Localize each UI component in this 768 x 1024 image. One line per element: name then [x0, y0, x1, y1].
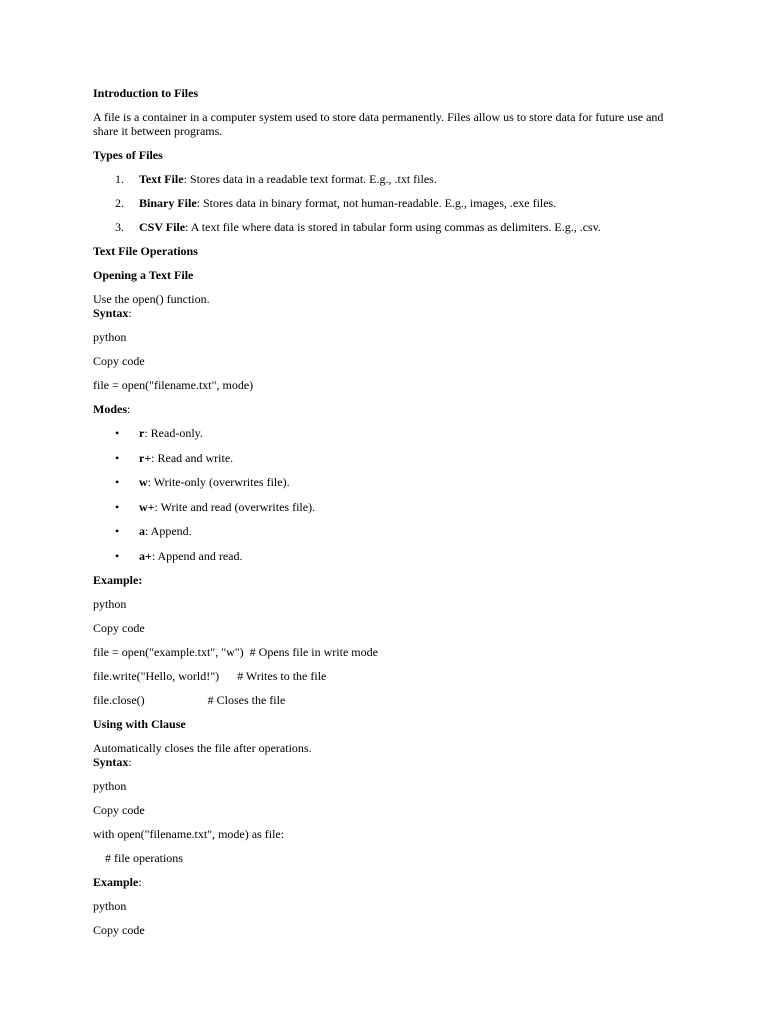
type-term: CSV File: [139, 220, 186, 234]
syntax-label: Syntax: [93, 306, 129, 320]
example-heading: Example:: [93, 573, 143, 587]
mode-desc: : Write-only (overwrites file).: [147, 475, 290, 489]
code-line: with open("filename.txt", mode) as file:: [93, 827, 285, 841]
example-label: Example: [93, 875, 139, 889]
copy-code-button[interactable]: Copy code: [93, 621, 145, 635]
example-colon: :: [138, 875, 142, 889]
type-desc: : A text file where data is stored in tabular form using commas as delimiters. E.g., .csv.: [185, 220, 601, 234]
mode-term: a+: [139, 548, 152, 563]
code-language: python: [93, 597, 127, 611]
list-item: [93, 549, 678, 563]
code-language: python: [93, 899, 127, 913]
mode-desc: : Read and write.: [151, 450, 234, 465]
bullet-icon: •: [115, 450, 120, 465]
code-line: file.close() # Closes the file: [93, 693, 286, 707]
type-desc: : Stores data in binary format, not human-readable. E.g., images, .exe files.: [196, 196, 557, 210]
bullet-icon: •: [115, 524, 120, 538]
bullet-icon: •: [115, 475, 120, 489]
code-line: file.write("Hello, world!") # Writes to the file: [93, 669, 327, 683]
modes-label: Modes: [93, 402, 127, 416]
list-item: [93, 524, 678, 538]
code-line: file = open("example.txt", "w") # Opens file in write mode: [93, 645, 378, 659]
mode-term: w+: [139, 499, 155, 514]
list-item: [93, 426, 678, 440]
modes-colon: :: [127, 402, 131, 416]
mode-desc: : Append.: [145, 524, 192, 538]
list-item: [93, 172, 678, 186]
list-number: 1.: [115, 172, 124, 186]
bullet-icon: •: [115, 499, 120, 514]
with-description: Automatically closes the file after operations.: [93, 741, 312, 755]
syntax-colon: :: [128, 306, 132, 320]
document-page: [93, 86, 678, 937]
type-term: Binary File: [139, 196, 197, 210]
syntax-colon: :: [128, 755, 132, 769]
open-description: Use the open() function.: [93, 292, 210, 306]
code-language: python: [93, 330, 127, 344]
syntax-line: [93, 306, 678, 320]
syntax-label: Syntax: [93, 755, 129, 769]
list-number: 3.: [115, 220, 124, 234]
copy-code-button[interactable]: Copy code: [93, 923, 145, 937]
copy-code-button[interactable]: Copy code: [93, 803, 145, 817]
type-desc: : Stores data in a readable text format. E.g., .txt files.: [183, 172, 437, 186]
mode-term: r: [139, 426, 145, 440]
code-language: python: [93, 779, 127, 793]
example-line: [93, 875, 678, 889]
code-line: # file operations: [105, 851, 183, 865]
list-item: [93, 451, 678, 465]
page-title: Introduction to Files: [93, 86, 199, 100]
list-item: [93, 220, 678, 234]
list-number: 2.: [115, 196, 124, 210]
type-term: Text File: [139, 172, 184, 186]
mode-term: w: [139, 475, 148, 489]
mode-term: a: [139, 524, 145, 538]
syntax-line: [93, 755, 678, 769]
modes-list: [93, 426, 678, 563]
open-heading: Opening a Text File: [93, 268, 194, 282]
mode-term: r+: [139, 450, 152, 465]
types-heading: Types of Files: [93, 148, 163, 162]
with-heading: Using with Clause: [93, 717, 186, 731]
bullet-icon: •: [115, 548, 120, 563]
intro-paragraph: A file is a container in a computer system used to store data permanently. Files allow us to store data for future use and share it between programs.: [93, 110, 664, 138]
ops-heading: Text File Operations: [93, 244, 198, 258]
list-item: [93, 196, 678, 210]
code-line: file = open("filename.txt", mode): [93, 378, 254, 392]
copy-code-button[interactable]: Copy code: [93, 354, 145, 368]
list-item: [93, 500, 678, 514]
bullet-icon: •: [115, 426, 120, 440]
list-item: [93, 475, 678, 489]
mode-desc: : Read-only.: [144, 426, 203, 440]
mode-desc: : Append and read.: [151, 548, 243, 563]
types-list: [93, 172, 678, 234]
mode-desc: : Write and read (overwrites file).: [154, 499, 316, 514]
modes-line: [93, 402, 678, 416]
